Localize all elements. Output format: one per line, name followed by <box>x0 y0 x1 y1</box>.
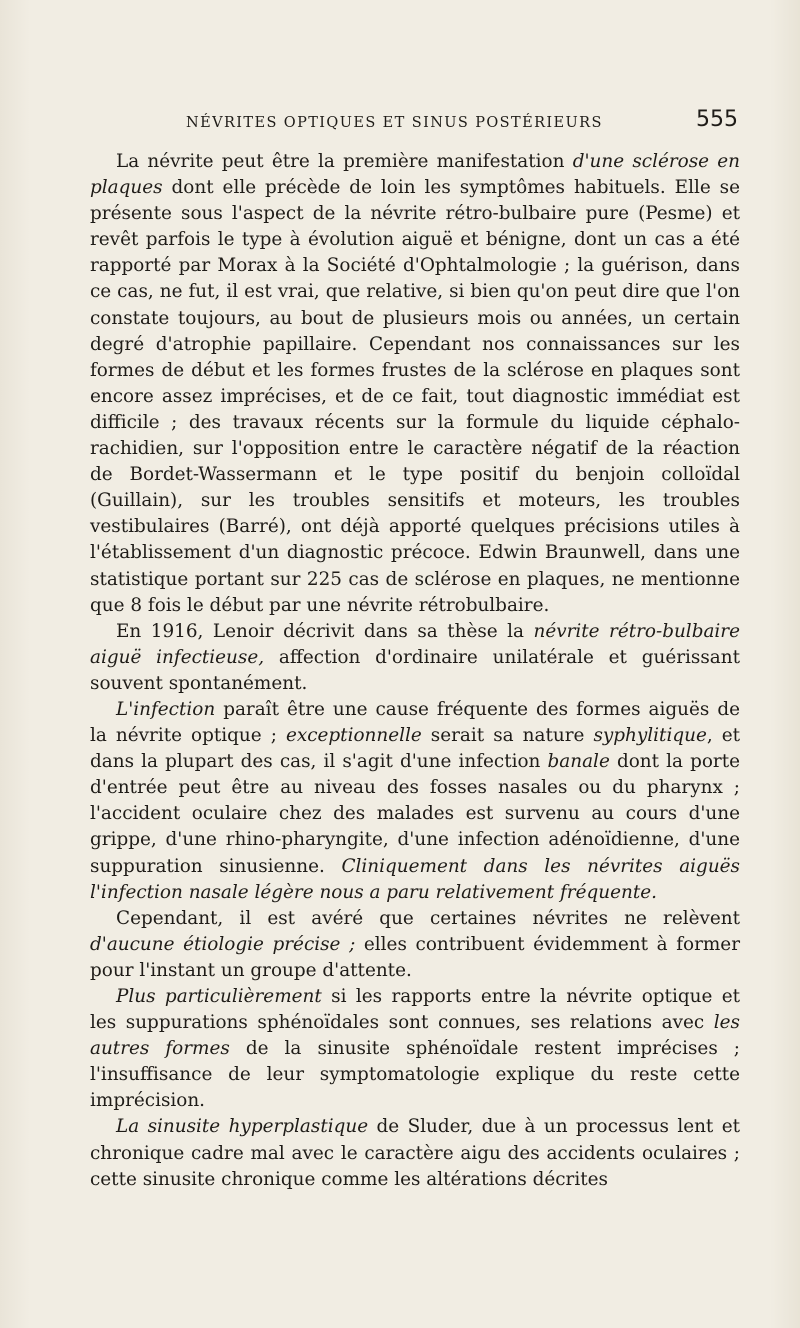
text-run: paraît être une cause fréquente des formes aiguës de la névrite optique ; <box>90 698 740 747</box>
text-run: de Sluder, due à un processus lent et chronique cadre mal avec le caractère aigu des accidents oculaires ; cette sinusite chronique comme les altérations décrites <box>90 1116 740 1190</box>
italic-run: syphylitique <box>593 725 707 747</box>
text-run: serait sa nature <box>421 725 594 747</box>
running-title: NÉVRITES OPTIQUES ET SINUS POSTÉRIEURS <box>186 115 603 131</box>
italic-run: Cliniquement dans les névrites aiguës l'infection nasale légère nous a paru relativement fréquente. <box>90 855 740 903</box>
paragraph-4 <box>90 906 740 984</box>
text-run: En 1916, Lenoir décrivit dans sa thèse la <box>116 620 534 642</box>
text-run: Cependant, il est avéré que certaines névrites ne relèvent <box>116 907 740 929</box>
paragraph-2 <box>90 619 740 697</box>
paragraph-3 <box>90 697 740 906</box>
page-header <box>90 106 738 136</box>
page-number: 555 <box>696 107 738 132</box>
paragraph-1 <box>90 149 740 619</box>
text-run: de la sinusite sphénoïdale restent imprécises ; l'insuffisance de leur symptomatologie explique du reste cette imprécision. <box>90 1038 740 1112</box>
text-run: si les rapports entre la névrite optique et les suppurations sphénoïdales sont connues, ses relations avec <box>90 986 740 1034</box>
italic-run: névrite rétro-bulbaire aiguë infectieuse, <box>90 620 740 668</box>
paragraph-6 <box>90 1114 740 1192</box>
italic-run: Plus particulièrement <box>116 986 322 1007</box>
text-run: affection d'ordinaire unilatérale et guérissant souvent spontanément. <box>90 646 741 694</box>
italic-run: La sinusite hyperplastique <box>116 1116 369 1138</box>
italic-run: banale <box>547 751 610 773</box>
italic-run: d'aucune étiologie précise ; <box>90 933 356 955</box>
text-run: elles contribuent évidemment à former pour l'instant un groupe d'attente. <box>90 933 740 981</box>
italic-run: exceptionnelle <box>285 725 422 747</box>
text-run: dont la porte d'entrée peut être au niveau des fosses nasales ou du pharynx ; l'accident oculaire chez des malades est survenu au cours d'une grippe, d'une rhino-pharyngite, d'une infection adénoïdienne, d'une suppuration sinusienne. <box>90 751 741 877</box>
text-run: La névrite peut être la première manifestation <box>116 151 573 172</box>
italic-run: les autres formes <box>90 1012 740 1060</box>
paragraph-5 <box>90 984 740 1114</box>
italic-run: d'une sclérose en plaques <box>90 151 740 199</box>
italic-run: L'infection <box>116 698 216 720</box>
text-run: dont elle précède de loin les symptômes habituels. Elle se présente sous l'aspect de la névrite rétro-bulbaire pure (Pesme) et revêt parfois le type à évolution aiguë et bénigne, dont un cas a été rapporté par Morax à la Société d'Ophtalmologie ; la guérison, dans ce cas, ne fut, il est vrai, que relative, si bien qu'on peut dire que l'on constate toujours, au bout de plusieurs mois ou années, un certain degré d'atrophie papillaire. Cependant nos connaissances sur les formes de début et les formes frustes de la sclérose en plaques sont encore assez imprécises, et de ce fait, tout diagnostic immédiat est difficile ; des travaux récents sur la formule du liquide céphalo-rachidien, sur l'opposition entre le caractère négatif de la réaction de Bordet-Wassermann et le type positif du benjoin colloïdal (Guillain), sur les troubles sensitifs et moteurs, les troubles vestibulaires (Barré), ont déjà apporté quelques précisions utiles à l'établissement d'un diagnostic précoce. Edwin Braunwell, dans une statistique portant sur 225 cas de sclérose en plaques, ne mentionne que 8 fois le début par une névrite rétrobulbaire. <box>90 177 740 616</box>
body-text <box>90 149 740 1193</box>
text-run: , et dans la plupart des cas, il s'agit d'une infection <box>90 725 741 773</box>
